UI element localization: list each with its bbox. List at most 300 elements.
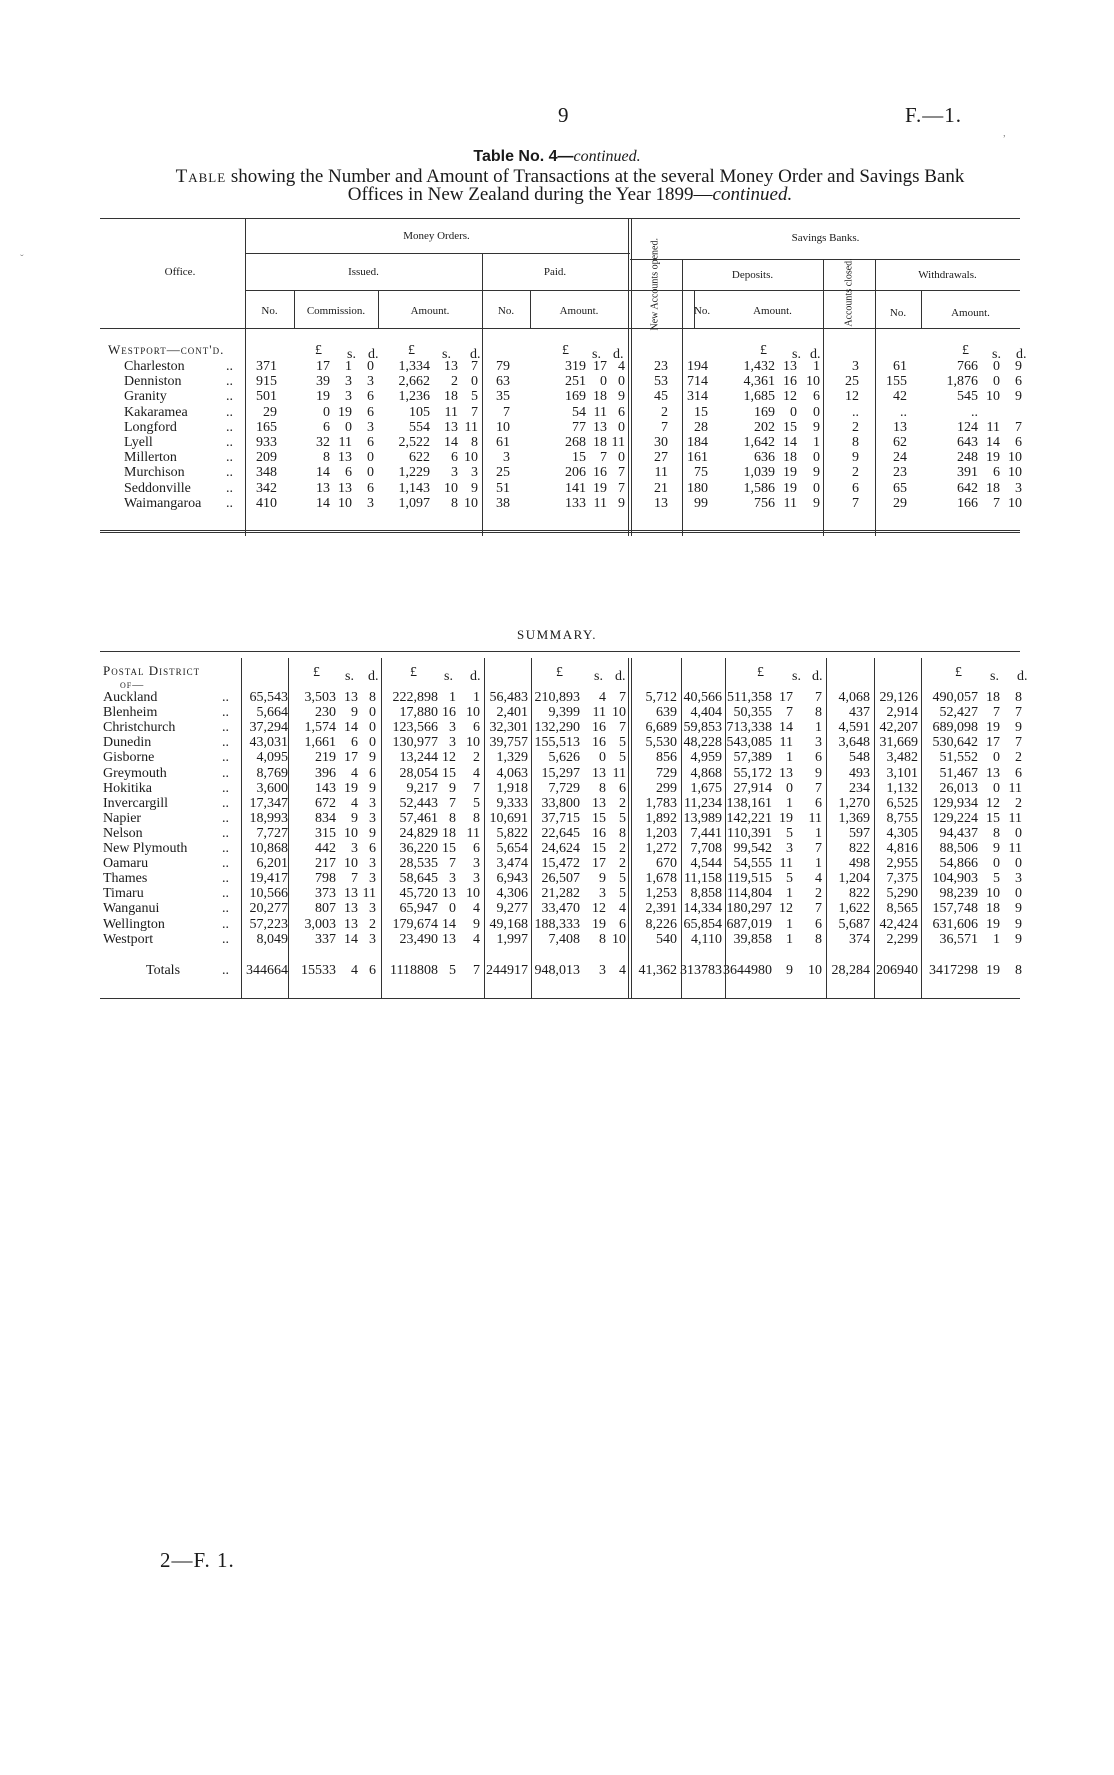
westport-cell: 643 bbox=[957, 435, 978, 450]
summary-cell: 1,203 bbox=[645, 825, 677, 841]
westport-cell: 42 bbox=[893, 389, 907, 405]
table-title: Table No. 4—continued. bbox=[473, 148, 641, 165]
summary-cell: 15 bbox=[986, 810, 1000, 826]
westport-cell: 19 bbox=[783, 465, 797, 481]
summary-cell: 19 bbox=[592, 916, 606, 932]
westport-row-leader: .. bbox=[226, 495, 233, 511]
summary-cell: 822 bbox=[849, 886, 870, 902]
summary-cell: 4 bbox=[815, 871, 822, 887]
westport-row bbox=[0, 465, 1114, 480]
unit-pound: £ bbox=[562, 343, 569, 358]
summary-cell: 29,126 bbox=[879, 690, 918, 705]
westport-cell: 75 bbox=[694, 465, 708, 481]
summary-cell: 14 bbox=[442, 916, 456, 932]
summary-cell: 222,898 bbox=[392, 690, 438, 705]
summary-cell: 13 bbox=[344, 886, 358, 902]
summary-totals-cell: 10 bbox=[808, 963, 822, 978]
summary-cell: 16 bbox=[442, 705, 456, 721]
summary-cell: 13 bbox=[344, 916, 358, 932]
summary-cell: 1,270 bbox=[838, 795, 870, 811]
westport-row-name: Seddonville bbox=[124, 480, 191, 496]
summary-cell: 18 bbox=[986, 901, 1000, 917]
summary-totals-cell: 3 bbox=[599, 963, 606, 978]
westport-cell: 10 bbox=[1008, 495, 1022, 511]
westport-cell: 342 bbox=[256, 480, 277, 496]
westport-cell: 11 bbox=[611, 435, 625, 450]
summary-cell: 631,606 bbox=[932, 916, 978, 932]
summary-row bbox=[0, 720, 1114, 735]
summary-cell: 9 bbox=[1015, 931, 1022, 947]
westport-cell: 0 bbox=[345, 419, 352, 435]
summary-row-name: Greymouth bbox=[103, 765, 167, 781]
summary-cell: 7 bbox=[993, 705, 1000, 721]
summary-cell: 3 bbox=[369, 931, 376, 947]
summary-cell: 8 bbox=[449, 810, 456, 826]
westport-cell: 248 bbox=[957, 450, 978, 466]
summary-cell: 51,552 bbox=[939, 750, 978, 766]
westport-cell: 8 bbox=[451, 495, 458, 511]
summary-cell: 88,506 bbox=[939, 841, 978, 856]
summary-cell: 374 bbox=[849, 931, 870, 947]
summary-cell: 15 bbox=[442, 765, 456, 781]
westport-cell: 6 bbox=[451, 450, 458, 466]
summary-row-leader: .. bbox=[222, 931, 229, 947]
summary-cell: 7 bbox=[815, 841, 822, 856]
westport-cell: 1,642 bbox=[743, 435, 775, 450]
westport-cell: 0 bbox=[993, 359, 1000, 374]
unit-shillings: s. bbox=[792, 669, 801, 684]
summary-cell: 834 bbox=[315, 810, 336, 826]
summary-cell: 7 bbox=[449, 856, 456, 872]
westport-cell: 10 bbox=[1008, 450, 1022, 466]
westport-cell: 0 bbox=[367, 359, 374, 374]
summary-cell: 14,334 bbox=[683, 901, 722, 917]
summary-cell: 13,989 bbox=[683, 810, 722, 826]
westport-cell: 29 bbox=[263, 404, 277, 420]
summary-cell: 2,955 bbox=[886, 856, 918, 872]
westport-cell: 622 bbox=[409, 450, 430, 466]
summary-row-leader: .. bbox=[222, 795, 229, 811]
summary-cell: 498 bbox=[849, 856, 870, 872]
summary-cell: 3,503 bbox=[304, 690, 336, 705]
westport-cell: 184 bbox=[687, 435, 708, 450]
summary-cell: 7 bbox=[1015, 735, 1022, 751]
westport-cell: 7 bbox=[471, 359, 478, 374]
unit-shillings: s. bbox=[592, 347, 601, 362]
summary-cell: 1,272 bbox=[645, 841, 677, 856]
westport-cell: 3 bbox=[451, 465, 458, 481]
summary-cell: 19,417 bbox=[249, 871, 288, 887]
summary-cell: 5,822 bbox=[496, 825, 528, 841]
summary-cell: 4,591 bbox=[838, 720, 870, 736]
westport-row bbox=[0, 435, 1114, 450]
header-accounts-closed: Accounts closed. bbox=[843, 258, 855, 327]
header-deposits-amount: Amount. bbox=[753, 305, 792, 317]
summary-cell: 13 bbox=[779, 765, 793, 781]
unit-shillings: s. bbox=[792, 347, 801, 362]
summary-district-of: of— bbox=[120, 679, 145, 691]
westport-cell: 0 bbox=[367, 465, 374, 481]
westport-cell: 14 bbox=[316, 465, 330, 481]
summary-cell: 2,391 bbox=[645, 901, 677, 917]
summary-cell: 12 bbox=[592, 901, 606, 917]
summary-cell: 3 bbox=[369, 810, 376, 826]
summary-cell: 6 bbox=[815, 916, 822, 932]
summary-cell: 37,294 bbox=[249, 720, 288, 736]
summary-cell: 0 bbox=[369, 705, 376, 721]
westport-cell: 7 bbox=[618, 480, 625, 496]
summary-cell: 10 bbox=[612, 705, 626, 721]
westport-cell: 51 bbox=[496, 480, 510, 496]
summary-cell: 98,239 bbox=[939, 886, 978, 902]
westport-cell: 7 bbox=[1015, 419, 1022, 435]
unit-shillings: s. bbox=[347, 347, 356, 362]
summary-cell: 6,689 bbox=[645, 720, 677, 736]
summary-cell: 28,054 bbox=[399, 765, 438, 781]
summary-cell: 142,221 bbox=[726, 810, 772, 826]
westport-cell: 9 bbox=[618, 389, 625, 405]
summary-cell: 219 bbox=[315, 750, 336, 766]
summary-row bbox=[0, 826, 1114, 841]
westport-cell: 161 bbox=[687, 450, 708, 466]
summary-cell: 856 bbox=[656, 750, 677, 766]
westport-cell: 13 bbox=[893, 419, 907, 435]
summary-cell: 6 bbox=[815, 750, 822, 766]
summary-cell: 9 bbox=[1015, 901, 1022, 917]
header-issued-no: No. bbox=[261, 305, 278, 317]
summary-cell: 19 bbox=[779, 810, 793, 826]
westport-cell: 3 bbox=[852, 359, 859, 374]
westport-cell: 642 bbox=[957, 480, 978, 496]
header-issued: Issued. bbox=[348, 266, 379, 278]
summary-cell: 4,306 bbox=[496, 886, 528, 902]
summary-row-name: Nelson bbox=[103, 825, 143, 841]
summary-cell: 24,624 bbox=[541, 841, 580, 856]
header-issued-amount: Amount. bbox=[410, 305, 450, 317]
summary-row-leader: .. bbox=[222, 886, 229, 902]
summary-cell: 26,013 bbox=[939, 780, 978, 796]
summary-cell: 123,566 bbox=[392, 720, 438, 736]
westport-cell: 13 bbox=[338, 480, 352, 496]
westport-cell: 4 bbox=[618, 359, 625, 374]
summary-totals-cell: 8 bbox=[1015, 963, 1022, 978]
summary-cell: 37,715 bbox=[541, 810, 580, 826]
westport-cell: 77 bbox=[572, 419, 586, 435]
summary-cell: 5,664 bbox=[256, 705, 288, 721]
summary-totals-cell: 6 bbox=[369, 963, 376, 978]
westport-cell: 0 bbox=[618, 419, 625, 435]
summary-cell: 729 bbox=[656, 765, 677, 781]
summary-cell: 4,959 bbox=[690, 750, 722, 766]
summary-cell: 0 bbox=[1015, 886, 1022, 902]
westport-cell: 2,662 bbox=[398, 374, 430, 390]
summary-cell: 7,708 bbox=[690, 841, 722, 856]
summary-totals-cell: 1118808 bbox=[390, 963, 438, 978]
unit-pence: d. bbox=[810, 347, 821, 362]
summary-cell: 57,223 bbox=[249, 916, 288, 932]
summary-cell: 7 bbox=[619, 720, 626, 736]
westport-cell: 194 bbox=[687, 359, 708, 374]
summary-cell: 1,132 bbox=[886, 780, 918, 796]
summary-cell: 33,800 bbox=[541, 795, 580, 811]
westport-row-leader: .. bbox=[226, 465, 233, 481]
summary-cell: 42,207 bbox=[879, 720, 918, 736]
summary-cell: 5 bbox=[619, 810, 626, 826]
summary-row-leader: .. bbox=[222, 735, 229, 751]
summary-row bbox=[0, 871, 1114, 886]
westport-cell: 124 bbox=[957, 419, 978, 435]
summary-cell: 0 bbox=[1015, 856, 1022, 872]
westport-cell: 12 bbox=[783, 389, 797, 405]
summary-cell: 42,424 bbox=[879, 916, 918, 932]
summary-cell: 6 bbox=[619, 780, 626, 796]
summary-cell: 15,297 bbox=[541, 765, 580, 781]
summary-cell: 19 bbox=[344, 780, 358, 796]
westport-cell: 6 bbox=[1015, 374, 1022, 390]
header-savings-banks: Savings Banks. bbox=[791, 232, 860, 244]
summary-cell: 7 bbox=[815, 690, 822, 705]
summary-totals-leader: .. bbox=[222, 963, 229, 978]
summary-cell: 10,691 bbox=[489, 810, 528, 826]
summary-cell: 511,358 bbox=[727, 690, 772, 705]
westport-cell: 6 bbox=[345, 465, 352, 481]
summary-cell: 50,355 bbox=[733, 705, 772, 721]
summary-cell: 299 bbox=[656, 780, 677, 796]
westport-cell: 2 bbox=[451, 374, 458, 390]
westport-cell: 10 bbox=[496, 419, 510, 435]
summary-cell: 5,530 bbox=[645, 735, 677, 751]
summary-cell: 10,566 bbox=[249, 886, 288, 902]
summary-cell: 59,853 bbox=[683, 720, 722, 736]
summary-cell: 4,110 bbox=[691, 931, 722, 947]
summary-totals-cell: 244917 bbox=[486, 963, 528, 978]
westport-cell: 133 bbox=[565, 495, 586, 511]
summary-cell: 5,290 bbox=[886, 886, 918, 902]
unit-pence: d. bbox=[368, 669, 379, 684]
summary-cell: 437 bbox=[849, 705, 870, 721]
westport-cell: 206 bbox=[565, 465, 586, 481]
summary-cell: 6 bbox=[473, 841, 480, 856]
summary-cell: 3,600 bbox=[256, 780, 288, 796]
summary-cell: 9 bbox=[473, 916, 480, 932]
summary-cell: 119,515 bbox=[727, 871, 772, 887]
summary-cell: 4,868 bbox=[690, 765, 722, 781]
westport-cell: 3 bbox=[471, 465, 478, 481]
unit-pound: £ bbox=[962, 343, 969, 358]
summary-cell: 132,290 bbox=[534, 720, 580, 736]
westport-cell: 14 bbox=[316, 495, 330, 511]
westport-cell: 14 bbox=[986, 435, 1000, 450]
summary-cell: 17 bbox=[592, 856, 606, 872]
summary-cell: 13,244 bbox=[399, 750, 438, 766]
westport-cell: 0 bbox=[367, 450, 374, 466]
summary-cell: 5 bbox=[786, 871, 793, 887]
summary-cell: 143 bbox=[315, 780, 336, 796]
westport-cell: 7 bbox=[600, 450, 607, 466]
westport-cell: 3 bbox=[367, 419, 374, 435]
summary-district-label: Postal District bbox=[103, 663, 201, 678]
summary-cell: 5 bbox=[473, 795, 480, 811]
westport-cell: 35 bbox=[496, 389, 510, 405]
summary-row bbox=[0, 796, 1114, 811]
westport-row-leader: .. bbox=[226, 374, 233, 390]
header-paid-amount: Amount. bbox=[559, 305, 599, 317]
westport-cell: 53 bbox=[654, 374, 668, 390]
summary-cell: 19 bbox=[986, 916, 1000, 932]
summary-cell: 13 bbox=[592, 765, 606, 781]
summary-cell: 104,903 bbox=[932, 871, 978, 887]
summary-cell: 3 bbox=[351, 841, 358, 856]
westport-row bbox=[0, 359, 1114, 374]
westport-cell: 0 bbox=[471, 374, 478, 390]
summary-row-leader: .. bbox=[222, 705, 229, 721]
summary-cell: 3 bbox=[815, 735, 822, 751]
summary-cell: 8 bbox=[473, 810, 480, 826]
summary-cell: 56,483 bbox=[489, 690, 528, 705]
unit-pound: £ bbox=[408, 343, 415, 358]
summary-cell: 11 bbox=[779, 735, 793, 751]
westport-cell: 11 bbox=[593, 404, 607, 420]
summary-cell: 3 bbox=[449, 735, 456, 751]
westport-row-leader: .. bbox=[226, 419, 233, 435]
summary-cell: 10 bbox=[466, 735, 480, 751]
westport-cell: 0 bbox=[813, 480, 820, 496]
summary-cell: 52,443 bbox=[399, 795, 438, 811]
summary-row-name: Gisborne bbox=[103, 750, 155, 766]
summary-cell: 22,645 bbox=[541, 825, 580, 841]
summary-row-name: Christchurch bbox=[103, 720, 176, 736]
westport-cell: 0 bbox=[600, 374, 607, 390]
westport-cell: 21 bbox=[654, 480, 668, 496]
summary-cell: 10,868 bbox=[249, 841, 288, 856]
summary-cell: 1 bbox=[815, 720, 822, 736]
westport-row bbox=[0, 420, 1114, 435]
summary-cell: 234 bbox=[849, 780, 870, 796]
westport-cell: 13 bbox=[338, 450, 352, 466]
westport-cell: 10 bbox=[338, 495, 352, 511]
westport-cell: 314 bbox=[687, 389, 708, 405]
header-money-orders: Money Orders. bbox=[403, 230, 470, 242]
westport-row-leader: .. bbox=[226, 359, 233, 374]
westport-cell: 28 bbox=[694, 419, 708, 435]
westport-cell: 15 bbox=[694, 404, 708, 420]
westport-cell: 23 bbox=[893, 465, 907, 481]
westport-cell: 1,432 bbox=[743, 359, 775, 374]
westport-cell: 9 bbox=[852, 450, 859, 466]
summary-row-name: Oamaru bbox=[103, 856, 149, 872]
summary-cell: 3 bbox=[473, 871, 480, 887]
westport-cell: 11 bbox=[593, 495, 607, 511]
summary-cell: 5 bbox=[619, 886, 626, 902]
summary-cell: 9,277 bbox=[496, 901, 528, 917]
westport-cell: 3 bbox=[503, 450, 510, 466]
summary-row bbox=[0, 811, 1114, 826]
westport-cell: 410 bbox=[256, 495, 277, 511]
summary-row-leader: .. bbox=[222, 690, 229, 705]
summary-cell: 0 bbox=[993, 780, 1000, 796]
westport-cell: 1,097 bbox=[398, 495, 430, 511]
summary-cell: 11 bbox=[362, 886, 376, 902]
westport-cell: 54 bbox=[572, 404, 586, 420]
summary-cell: 11 bbox=[1008, 780, 1022, 796]
summary-cell: 0 bbox=[369, 720, 376, 736]
summary-cell: 39,858 bbox=[733, 931, 772, 947]
summary-cell: 315 bbox=[315, 825, 336, 841]
header-office: Office. bbox=[164, 266, 196, 278]
summary-cell: 1 bbox=[786, 916, 793, 932]
summary-cell: 1 bbox=[449, 690, 456, 705]
summary-cell: 4,063 bbox=[496, 765, 528, 781]
westport-cell: 319 bbox=[565, 359, 586, 374]
westport-cell: 10 bbox=[1008, 465, 1022, 481]
summary-cell: 55,172 bbox=[733, 765, 772, 781]
westport-cell: 38 bbox=[496, 495, 510, 511]
summary-cell: 9 bbox=[449, 780, 456, 796]
summary-cell: 6 bbox=[619, 916, 626, 932]
summary-cell: 1 bbox=[815, 856, 822, 872]
summary-cell: 4,095 bbox=[256, 750, 288, 766]
westport-cell: 1,039 bbox=[743, 465, 775, 481]
westport-cell: 4,361 bbox=[743, 374, 775, 390]
westport-cell: 554 bbox=[409, 419, 430, 435]
summary-cell: 8 bbox=[369, 690, 376, 705]
summary-cell: 3 bbox=[449, 871, 456, 887]
unit-pound: £ bbox=[410, 665, 417, 680]
westport-cell: 13 bbox=[444, 419, 458, 435]
scan-mark: ˇ bbox=[20, 253, 24, 265]
westport-row bbox=[0, 481, 1114, 496]
summary-row-name: Napier bbox=[103, 810, 142, 826]
westport-cell: 209 bbox=[256, 450, 277, 466]
summary-cell: 0 bbox=[1015, 825, 1022, 841]
westport-cell: 65 bbox=[893, 480, 907, 496]
westport-cell: 6 bbox=[993, 465, 1000, 481]
summary-cell: 4,305 bbox=[886, 825, 918, 841]
summary-cell: 110,391 bbox=[727, 825, 772, 841]
summary-cell: 10 bbox=[344, 825, 358, 841]
summary-cell: 1,675 bbox=[690, 780, 722, 796]
summary-cell: 9 bbox=[369, 750, 376, 766]
summary-cell: 129,224 bbox=[932, 810, 978, 826]
summary-row bbox=[0, 841, 1114, 856]
summary-cell: 11 bbox=[466, 825, 480, 841]
summary-cell: 9 bbox=[1015, 720, 1022, 736]
summary-cell: 180,297 bbox=[726, 901, 772, 917]
summary-cell: 58,645 bbox=[399, 871, 438, 887]
summary-cell: 13 bbox=[986, 765, 1000, 781]
summary-row-leader: .. bbox=[222, 750, 229, 766]
summary-cell: 8,858 bbox=[690, 886, 722, 902]
westport-row-name: Denniston bbox=[124, 374, 182, 390]
summary-row bbox=[0, 690, 1114, 705]
summary-cell: 3,003 bbox=[304, 916, 336, 932]
summary-cell: 493 bbox=[849, 765, 870, 781]
westport-cell: 11 bbox=[464, 419, 478, 435]
summary-cell: 7 bbox=[619, 690, 626, 705]
summary-cell: 2,401 bbox=[496, 705, 528, 721]
westport-cell: 13 bbox=[444, 359, 458, 374]
summary-cell: 2 bbox=[619, 856, 626, 872]
summary-cell: 8 bbox=[619, 825, 626, 841]
summary-cell: 672 bbox=[315, 795, 336, 811]
summary-row-leader: .. bbox=[222, 856, 229, 872]
westport-cell: .. bbox=[852, 404, 859, 420]
summary-row-leader: .. bbox=[222, 780, 229, 796]
summary-cell: 54,866 bbox=[939, 856, 978, 872]
summary-cell: 3 bbox=[1015, 871, 1022, 887]
westport-cell: 9 bbox=[1015, 389, 1022, 405]
summary-cell: 5,712 bbox=[645, 690, 677, 705]
